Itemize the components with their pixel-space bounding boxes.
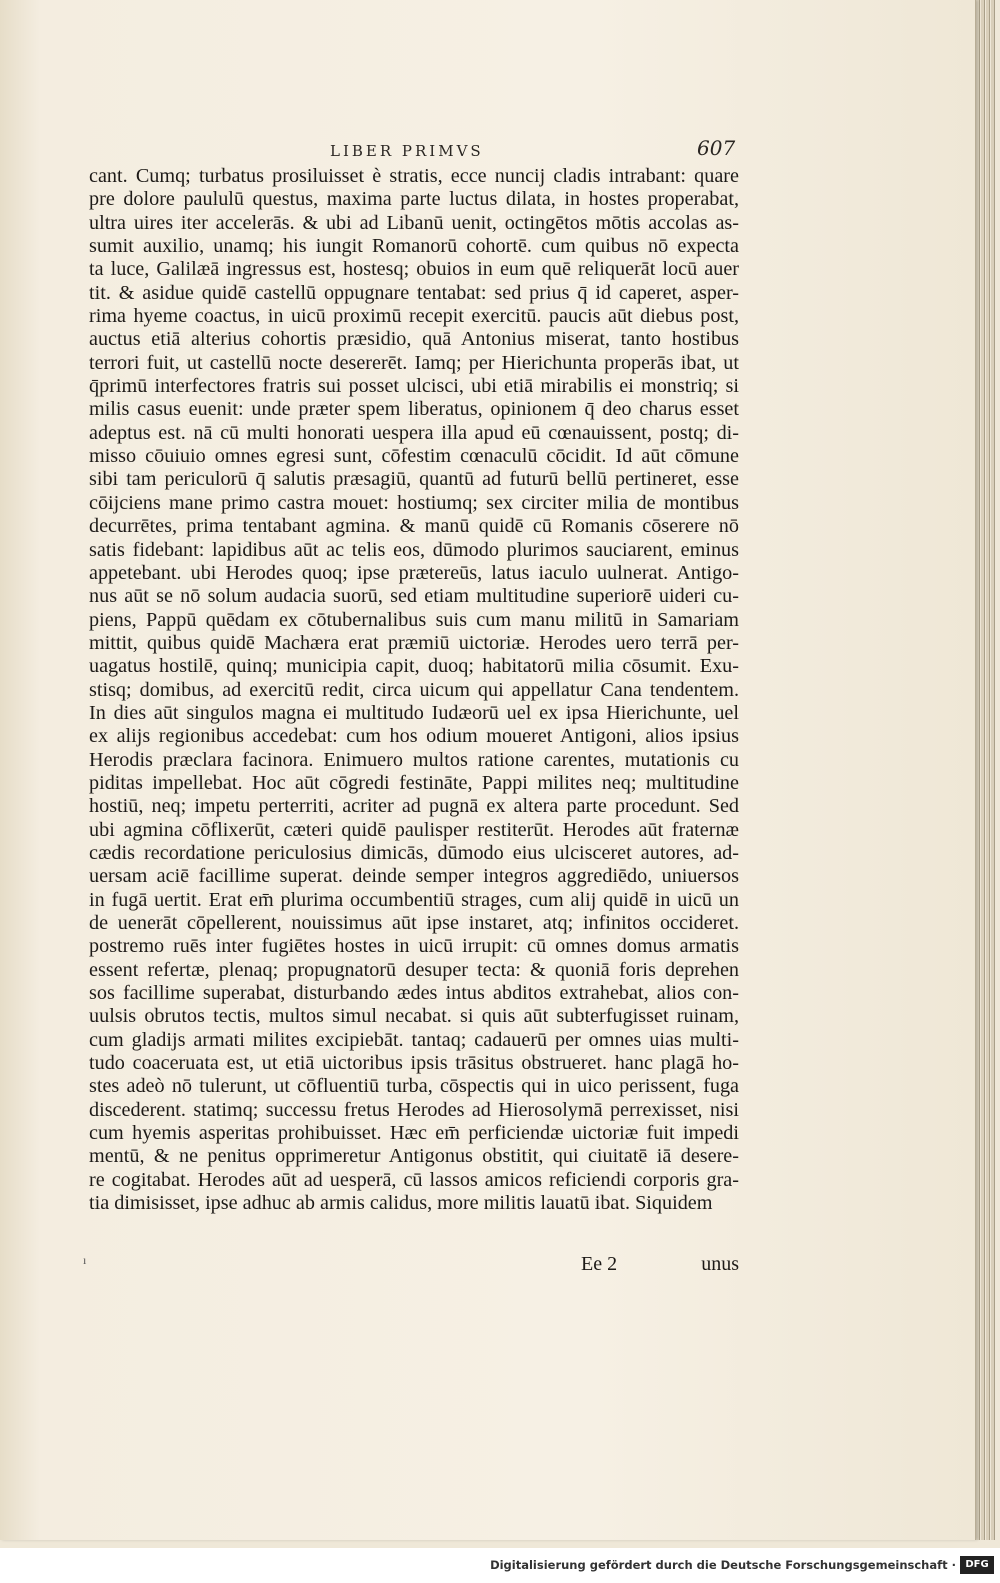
page-edge <box>981 0 985 1540</box>
page-number: 607 <box>697 136 736 160</box>
page-edge <box>986 0 990 1540</box>
text-line: tia dimisisset, ipse adhuc ab armis calidus, more militis lauatū ibat. Siquidem <box>89 1192 713 1215</box>
text-line: Herodis præclara facinora. Enimuero multos ratione carentes, mutationis cu <box>89 748 739 771</box>
text-line: postremo ruēs inter fugiētes hostes in uicū irrupit: cū omnes domus armatis <box>89 935 739 958</box>
text-line: sibi tam periculorū q̄ salutis præsagiū, quantū ad futurū bellū pertineret, esse <box>89 468 739 491</box>
text-line: in fugā uertit. Erat em̄ plurima occumbentiū strages, cum alij quidē in uicū un <box>89 888 739 911</box>
margin-mark: ı <box>83 1253 87 1267</box>
text-line: ex alijs regionibus accedebat: cum hos odium moueret Antigoni, alios ipsius <box>89 725 739 748</box>
text-line: mittit, quibus quidē Machæra erat præmiū uictoriæ. Herodes uero terrā per- <box>89 631 739 654</box>
text-line: nus aūt se nō solum audacia suorū, sed etiam multitudine superiorē uideri cu- <box>89 585 739 608</box>
text-line: re cogitabat. Herodes aūt ad uesperā, cū lassos amicos reficiendi corporis gra- <box>89 1168 739 1191</box>
text-line: terrori fuit, ut castellū nocte desererēt. Iamq; per Hierichunta properās ibat, ut <box>89 351 739 374</box>
text-line: milis casus euenit: unde præter spem liberatus, opinionem q̄ deo charus esset <box>89 398 739 421</box>
text-line: misso cōuiuio omnes egresi sunt, cōfestim cœnaculū cōcidit. Id aūt cōmune <box>89 445 739 468</box>
running-head: LIBER PRIMVS <box>330 142 484 160</box>
dfg-logo: DFG <box>960 1556 994 1574</box>
text-line: hostiū, neq; impetu perterriti, acriter ad pugnā ex altera parte procedunt. Sed <box>89 795 739 818</box>
text-line: tudo coaceruata est, ut etiā uictoribus ipsis trāsitus obstrueret. hanc plagā ho- <box>89 1052 739 1075</box>
text-line: cant. Cumq; turbatus prosiluisset è stratis, ecce nuncij cladis intrabant: quare <box>89 165 739 187</box>
text-line: uersam aciē facillime superat. deinde semper integros aggrediēdo, uniuersos <box>89 865 739 888</box>
text-line: cum gladijs armati milites excipiebāt. tantaq; cadauerū per omnes uias multi- <box>89 1028 739 1051</box>
text-line: satis fidebant: lapidibus aūt ac telis eos, dūmodo plurimos sauciarent, eminus <box>89 538 739 561</box>
text-line: cōijciens mane primo castra mouet: hostiumq; sex circiter milia de montibus <box>89 491 739 514</box>
text-line: ta luce, Galilæā ingressus est, hostesq; obuios in eum quē reliquerāt locū auer <box>89 258 739 281</box>
text-line: tit. & asidue quidē castellū oppugnare tentabat: sed prius q̄ id caperet, asper- <box>89 281 739 304</box>
text-line: piditas impellebat. Hoc aūt cōgredi festināte, Pappi milites neq; multitudine <box>89 771 739 794</box>
text-line: cum hyemis asperitas prohibuisset. Hæc em̄ perficiendæ uictoriæ fuit impedi <box>89 1122 739 1145</box>
text-line: In dies aūt singulos magna ei multitudo Iudæorū uel ex ipsa Hierichunte, uel <box>89 701 739 724</box>
text-line: discederent. statimq; successu fretus Herodes ad Hierosolymā perrexisset, nisi <box>89 1098 739 1121</box>
text-line: q̄primū interfectores fratris sui posset ulcisci, ubi etiā mirabilis ei monstriq; si <box>89 375 739 398</box>
text-line: essent refertæ, plenaq; propugnatorū desuper tecta: & quoniā foris deprehen <box>89 958 739 981</box>
text-line: cædis recordatione periculosius dimicās, dūmodo eius ulcisceret autores, ad- <box>89 841 739 864</box>
text-line: de uenerāt cōpellerent, nouissimus aūt ipse instaret, atq; infinitos occideret. <box>89 912 739 934</box>
text-line: rima hyeme coactus, in uicū proximū recepit exercitū. paucis aūt diebus post, <box>89 305 739 328</box>
digitization-footer <box>0 1548 1000 1583</box>
text-line: pre dolore paululū questus, maxima parte luctus dilata, in hostes properabat, <box>89 188 739 211</box>
text-line: stes adeò nō tulerunt, ut cōfluentiū turba, cōspectis qui in uico perissent, fuga <box>89 1075 739 1098</box>
text-line: mentū, & ne penitus opprimeretur Antigonus obstitit, qui ciuitatē iā desere- <box>89 1145 739 1168</box>
catchword-row <box>83 1253 739 1277</box>
text-line: uulsis obrutos tectis, multos simul necabat. si quis aūt subterfugisset ruinam, <box>89 1005 739 1028</box>
text-line: decurrētes, prima tentabant agmina. & manū quidē cū Romanis cōserere nō <box>89 515 739 538</box>
page-edge <box>976 0 980 1540</box>
text-line: appetebant. ubi Herodes quoq; ipse prætereūs, latus iaculo uulnerat. Antigo- <box>89 561 739 584</box>
text-line: ultra uires iter accelerās. & ubi ad Libanū uenit, octingētos mōtis accolas as- <box>89 211 739 234</box>
funding-credit: Digitalisierung gefördert durch die Deutsche Forschungsgemeinschaft · <box>490 1558 956 1572</box>
body-text <box>89 165 739 1215</box>
text-line: stisq; domibus, ad exercitū redit, circa uicum qui appellatur Cana tendentem. <box>89 678 739 701</box>
text-line: sos facillime superabat, disturbando ædes intus abditos extrahebat, alios con- <box>89 982 739 1005</box>
catchword: unus <box>701 1253 739 1275</box>
signature-mark: Ee 2 <box>581 1253 618 1275</box>
text-line: sumit auxilio, unamq; his iungit Romanorū cohortē. cum quibus nō expecta <box>89 235 739 258</box>
text-line: adeptus est. nā cū multi honorati uespera illa apud eū cœnauissent, postq; di- <box>89 421 739 444</box>
text-line: uagatus hostilē, quinq; municipia capit, duoq; habitatorū milia cōsumit. Exu- <box>89 655 739 678</box>
text-line: ubi agmina cōflixerūt, cæteri quidē paulisper restiterūt. Herodes aūt fraternæ <box>89 818 739 841</box>
text-line: auctus etiā alterius cohortis præsidio, quā Antonius miserat, tanto hostibus <box>89 328 739 351</box>
page-edge <box>991 0 995 1540</box>
text-line: piens, Pappū quēdam ex cōtubernalibus suis cum manu militū in Samariam <box>89 608 739 631</box>
